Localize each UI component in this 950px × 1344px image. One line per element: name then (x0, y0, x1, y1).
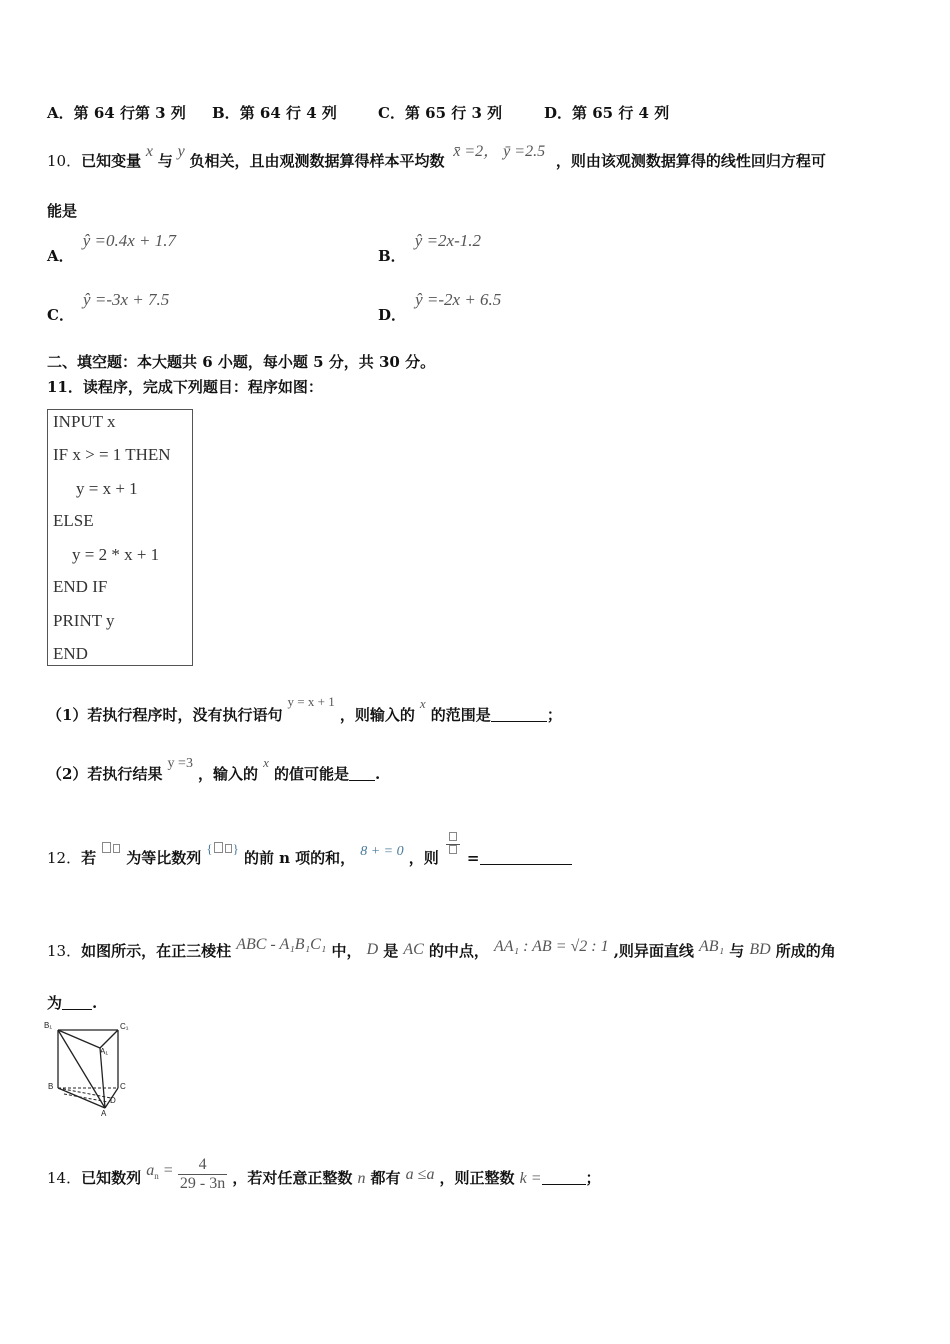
q10-option-d: D． ŷ =-2x + 6.5 (378, 290, 502, 324)
code-line: y = 2 * x + 1 (72, 545, 160, 564)
code-line: END IF (53, 577, 108, 596)
q10-stem: 10．已知变量 x 与 y 负相关，且由观测数据算得样本平均数 x̄ =2， ȳ =2.5 ，则由该观测数据算得的线性回归方程可 (47, 143, 826, 170)
q14-stem: 14．已知数列 $a^n$ = $\frac{4}{29 - 3n}$ ，若对任意正整数 n 都有 a ≤a ，则正整数 k = ； (47, 1156, 601, 1192)
q12-fraction (446, 832, 460, 857)
label-b1: B₁ (44, 1021, 53, 1030)
q10-option-c: C． ŷ =-3x + 7.5 (47, 290, 170, 324)
q12-set-symbol: { } (206, 841, 239, 856)
q13-prism-figure (40, 1018, 140, 1118)
q12-blank[interactable] (480, 850, 572, 865)
q12-stem: 12．若 为等比数列 { } 的前 n 项的和， 8 + = 0 ，则 = (47, 846, 572, 871)
q9-option-d: D．第 65 行 4 列 (544, 104, 670, 122)
code-line: END (53, 644, 88, 663)
edge-c1-a1 (100, 1030, 118, 1048)
label-b: B (48, 1082, 54, 1091)
segment-ab1 (58, 1030, 105, 1108)
q11-sub2-blank[interactable] (349, 766, 375, 781)
q9-option-a: A．第 64 行第 3 列 (47, 104, 186, 122)
code-line: y = x + 1 (76, 479, 138, 498)
edge-a1-a (100, 1048, 105, 1108)
q11-program-box (47, 409, 193, 666)
q11-sub2: （2）若执行结果 y =3 ，输入的 $^x$ 的值可能是 . (47, 755, 381, 783)
q13-stem-line2: 为 . (47, 994, 98, 1012)
q12-sn-symbol (101, 838, 121, 857)
label-a: A (101, 1109, 107, 1118)
code-line: PRINT y (53, 611, 115, 630)
label-c: C (120, 1082, 126, 1091)
section-2-heading: 二、填空题：本大题共 6 小题，每小题 5 分，共 30 分。 (47, 353, 436, 371)
q9-option-b: B．第 64 行 4 列 (212, 104, 337, 122)
q14-fraction: $\frac{4}{29 - 3n}$ (179, 1156, 226, 1192)
q13-stem: 13．如图所示，在正三棱柱 ABC - A₁B₁C₁ 中， D 是 AC 的中点， AA₁ : AB = √2 : 1 ,则异面直线 AB₁ 与 BD 所成的角 (47, 936, 836, 960)
q10-option-b: B． ŷ =2x-1.2 (378, 231, 482, 265)
q10-option-a: A． ŷ =0.4x + 1.7 (47, 231, 177, 265)
q13-blank[interactable] (62, 995, 92, 1010)
label-a1: A₁ (100, 1047, 109, 1056)
q14-blank[interactable] (542, 1170, 586, 1185)
code-line: IF x > = 1 THEN (53, 445, 171, 464)
edge-b-a (58, 1088, 105, 1108)
q11-sub1: （1）若执行程序时，没有执行语句 $^{y = x + 1}$ ，则输入的 $^x$ 的范围是 ； (47, 694, 562, 724)
q11-intro: 11．读程序，完成下列题目：程序如图： (47, 378, 323, 396)
q11-sub1-blank[interactable] (491, 707, 547, 722)
q12-equation: 8 + = 0 (360, 844, 404, 859)
label-c1: C₁ (120, 1022, 129, 1031)
edge-b1-a1 (58, 1030, 100, 1048)
code-line: INPUT x (53, 412, 116, 431)
label-d: D (110, 1096, 116, 1105)
q10-stem-line2: 能是 (47, 202, 78, 220)
q9-option-c: C．第 65 行 3 列 (378, 104, 503, 122)
code-line: ELSE (53, 511, 94, 530)
